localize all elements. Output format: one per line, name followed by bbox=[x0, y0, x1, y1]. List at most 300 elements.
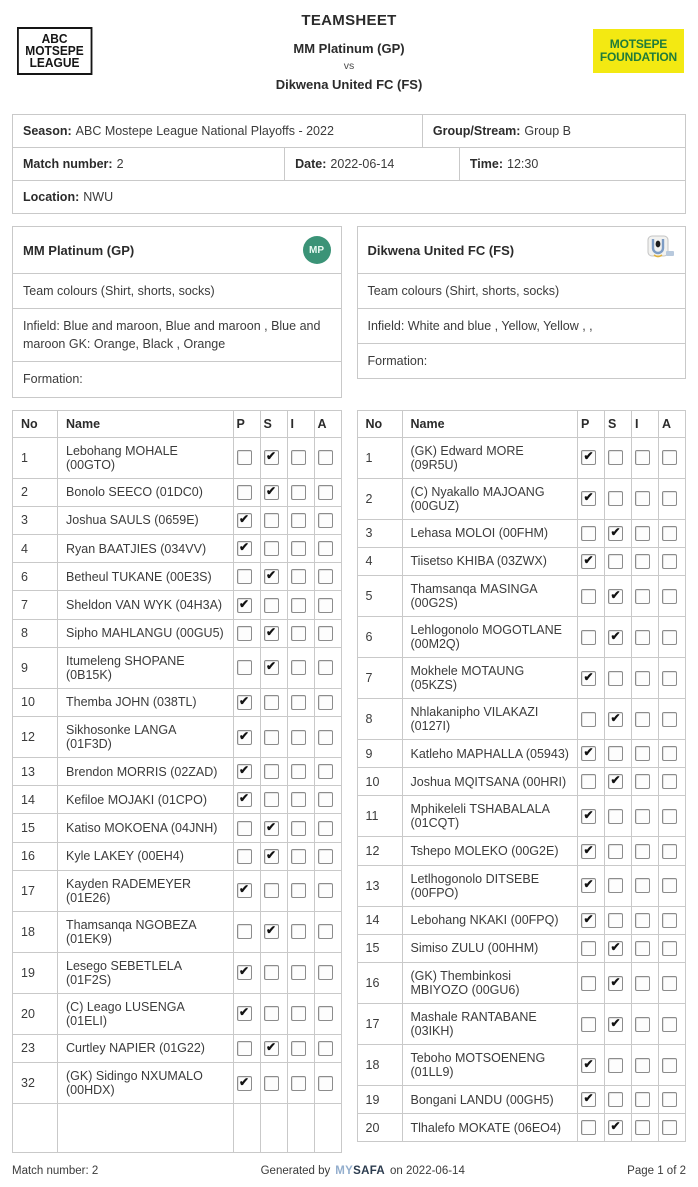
player-number: 7 bbox=[13, 591, 58, 619]
checkbox-i[interactable] bbox=[291, 450, 306, 465]
checkbox-s-checked[interactable] bbox=[608, 630, 623, 645]
checkbox-a[interactable] bbox=[662, 1058, 677, 1073]
status-cell-s bbox=[260, 506, 287, 534]
checkbox-a[interactable] bbox=[662, 774, 677, 789]
status-cell-s bbox=[260, 870, 287, 911]
away-team-title: Dikwena United FC (FS) bbox=[275, 77, 423, 92]
status-cell-s bbox=[605, 1114, 632, 1142]
checkbox-a[interactable] bbox=[662, 809, 677, 824]
checkbox-p[interactable] bbox=[581, 774, 596, 789]
checkbox-a[interactable] bbox=[662, 976, 677, 991]
checkbox-s[interactable] bbox=[264, 598, 279, 613]
column-s: S bbox=[605, 410, 632, 437]
checkbox-p-checked[interactable] bbox=[581, 671, 596, 686]
player-row bbox=[357, 934, 686, 962]
checkbox-a[interactable] bbox=[318, 764, 333, 779]
checkbox-p-checked[interactable] bbox=[237, 598, 252, 613]
player-name: Tshepo MOLEKO (00G2E) bbox=[402, 837, 578, 865]
checkbox-p[interactable] bbox=[237, 849, 252, 864]
checkbox-a[interactable] bbox=[662, 844, 677, 859]
checkbox-i[interactable] bbox=[291, 849, 306, 864]
status-cell-p bbox=[578, 437, 605, 478]
status-cell-s bbox=[260, 1103, 287, 1152]
checkbox-a[interactable] bbox=[318, 883, 333, 898]
status-cell-s bbox=[260, 1034, 287, 1062]
column-no: No bbox=[13, 410, 58, 437]
status-cell-s bbox=[260, 814, 287, 842]
player-number: 5 bbox=[357, 575, 402, 616]
player-number: 9 bbox=[13, 647, 58, 688]
status-cell-p bbox=[233, 870, 260, 911]
checkbox-p-checked[interactable] bbox=[581, 844, 596, 859]
checkbox-p[interactable] bbox=[581, 941, 596, 956]
status-cell-i bbox=[632, 698, 659, 739]
page-title: TEAMSHEET bbox=[301, 12, 397, 29]
player-name: Bongani LANDU (00GH5) bbox=[402, 1085, 578, 1113]
status-cell-s bbox=[605, 962, 632, 1003]
checkbox-i[interactable] bbox=[635, 878, 650, 893]
player-name: Joshua MQITSANA (00HRI) bbox=[402, 768, 578, 796]
checkbox-p-checked[interactable] bbox=[237, 1006, 252, 1021]
checkbox-i[interactable] bbox=[291, 1076, 306, 1091]
checkbox-p-checked[interactable] bbox=[581, 554, 596, 569]
checkbox-s[interactable] bbox=[264, 513, 279, 528]
checkbox-i[interactable] bbox=[291, 541, 306, 556]
player-row bbox=[13, 619, 342, 647]
player-number: 10 bbox=[13, 688, 58, 716]
checkbox-a[interactable] bbox=[662, 630, 677, 645]
status-cell-s bbox=[260, 952, 287, 993]
home-team-title: MM Platinum (GP) bbox=[293, 41, 405, 56]
column-a: A bbox=[314, 410, 341, 437]
checkbox-p[interactable] bbox=[237, 821, 252, 836]
group-stream-value: Group B bbox=[524, 124, 571, 138]
player-number: 17 bbox=[357, 1003, 402, 1044]
player-name: (GK) Edward MORE (09R5U) bbox=[402, 437, 578, 478]
checkbox-p-checked[interactable] bbox=[581, 1092, 596, 1107]
status-cell-i bbox=[632, 906, 659, 934]
status-cell-p bbox=[233, 619, 260, 647]
checkbox-i[interactable] bbox=[291, 730, 306, 745]
checkbox-i[interactable] bbox=[635, 554, 650, 569]
player-row bbox=[357, 437, 686, 478]
checkbox-s-checked[interactable] bbox=[264, 450, 279, 465]
checkbox-p[interactable] bbox=[581, 1120, 596, 1135]
status-cell-p bbox=[578, 906, 605, 934]
match-number-cell bbox=[13, 148, 285, 180]
status-cell-i bbox=[632, 837, 659, 865]
status-cell-s bbox=[260, 647, 287, 688]
checkbox-p[interactable] bbox=[581, 712, 596, 727]
status-cell-i bbox=[287, 478, 314, 506]
league-logo-line: MOTSEPE bbox=[25, 43, 84, 58]
checkbox-i[interactable] bbox=[635, 1092, 650, 1107]
home-roster-header-row bbox=[13, 410, 342, 437]
checkbox-s-checked[interactable] bbox=[264, 485, 279, 500]
checkbox-a[interactable] bbox=[318, 965, 333, 980]
checkbox-i[interactable] bbox=[291, 965, 306, 980]
checkbox-a[interactable] bbox=[318, 792, 333, 807]
checkbox-i[interactable] bbox=[635, 671, 650, 686]
checkbox-i[interactable] bbox=[291, 626, 306, 641]
checkbox-s[interactable] bbox=[608, 844, 623, 859]
status-cell-i bbox=[632, 575, 659, 616]
status-cell-s bbox=[605, 616, 632, 657]
checkbox-s[interactable] bbox=[608, 913, 623, 928]
status-cell-p bbox=[233, 911, 260, 952]
player-row bbox=[357, 616, 686, 657]
date-value: 2022-06-14 bbox=[330, 157, 395, 171]
status-cell-s bbox=[605, 657, 632, 698]
player-name: Themba JOHN (038TL) bbox=[58, 688, 234, 716]
checkbox-p-checked[interactable] bbox=[237, 1076, 252, 1091]
checkbox-p[interactable] bbox=[237, 924, 252, 939]
status-cell-i bbox=[287, 619, 314, 647]
checkbox-a[interactable] bbox=[662, 450, 677, 465]
checkbox-a[interactable] bbox=[662, 941, 677, 956]
checkbox-p[interactable] bbox=[237, 450, 252, 465]
player-number: 16 bbox=[357, 962, 402, 1003]
player-number: 6 bbox=[13, 563, 58, 591]
checkbox-a[interactable] bbox=[318, 626, 333, 641]
player-name: Nhlakanipho VILAKAZI (0127I) bbox=[402, 698, 578, 739]
checkbox-i[interactable] bbox=[635, 976, 650, 991]
status-cell-a bbox=[314, 619, 341, 647]
checkbox-p-checked[interactable] bbox=[581, 809, 596, 824]
checkbox-i[interactable] bbox=[635, 630, 650, 645]
checkbox-p[interactable] bbox=[581, 589, 596, 604]
player-number: 1 bbox=[13, 437, 58, 478]
checkbox-i[interactable] bbox=[635, 746, 650, 761]
home-team-name: MM Platinum (GP) bbox=[23, 242, 135, 258]
player-row bbox=[13, 786, 342, 814]
player-number: 7 bbox=[357, 657, 402, 698]
status-cell-a bbox=[659, 796, 686, 837]
checkbox-a[interactable] bbox=[318, 849, 333, 864]
status-cell-a bbox=[314, 716, 341, 757]
checkbox-i[interactable] bbox=[291, 924, 306, 939]
checkbox-i[interactable] bbox=[635, 774, 650, 789]
player-number: 1 bbox=[357, 437, 402, 478]
status-cell-p bbox=[578, 1114, 605, 1142]
checkbox-s-checked[interactable] bbox=[264, 821, 279, 836]
checkbox-s[interactable] bbox=[264, 541, 279, 556]
checkbox-p-checked[interactable] bbox=[237, 792, 252, 807]
status-cell-i bbox=[632, 1044, 659, 1085]
checkbox-a[interactable] bbox=[662, 878, 677, 893]
status-cell-i bbox=[287, 506, 314, 534]
checkbox-p[interactable] bbox=[237, 660, 252, 675]
checkbox-a[interactable] bbox=[662, 589, 677, 604]
checkbox-p[interactable] bbox=[581, 630, 596, 645]
status-cell-a bbox=[314, 1034, 341, 1062]
checkbox-p[interactable] bbox=[581, 976, 596, 991]
away-team-crest-icon bbox=[645, 235, 675, 265]
checkbox-i[interactable] bbox=[635, 1017, 650, 1032]
checkbox-i[interactable] bbox=[635, 844, 650, 859]
checkbox-p-checked[interactable] bbox=[237, 883, 252, 898]
player-number: 32 bbox=[13, 1062, 58, 1103]
checkbox-p-checked[interactable] bbox=[581, 450, 596, 465]
checkbox-a[interactable] bbox=[662, 913, 677, 928]
checkbox-i[interactable] bbox=[291, 569, 306, 584]
status-cell-a bbox=[314, 814, 341, 842]
player-number: 8 bbox=[13, 619, 58, 647]
status-cell-a bbox=[314, 478, 341, 506]
checkbox-s-checked[interactable] bbox=[608, 941, 623, 956]
checkbox-s[interactable] bbox=[608, 878, 623, 893]
checkbox-a[interactable] bbox=[662, 491, 677, 506]
checkbox-p[interactable] bbox=[581, 1017, 596, 1032]
status-cell-a bbox=[659, 547, 686, 575]
checkbox-i[interactable] bbox=[635, 941, 650, 956]
player-row bbox=[13, 506, 342, 534]
checkbox-a[interactable] bbox=[318, 660, 333, 675]
player-row bbox=[13, 1062, 342, 1103]
away-team-name: Dikwena United FC (FS) bbox=[367, 242, 515, 258]
player-name: (C) Nyakallo MAJOANG (00GUZ) bbox=[402, 478, 578, 519]
status-cell-p bbox=[233, 478, 260, 506]
checkbox-i[interactable] bbox=[635, 1058, 650, 1073]
player-row bbox=[357, 865, 686, 906]
checkbox-p-checked[interactable] bbox=[237, 965, 252, 980]
player-name: (C) Leago LUSENGA (01ELI) bbox=[58, 993, 234, 1034]
checkbox-s[interactable] bbox=[264, 883, 279, 898]
player-row bbox=[357, 1044, 686, 1085]
status-cell-s bbox=[605, 1085, 632, 1113]
checkbox-a[interactable] bbox=[662, 526, 677, 541]
status-cell-i bbox=[287, 870, 314, 911]
checkbox-p-checked[interactable] bbox=[581, 913, 596, 928]
checkbox-s-checked[interactable] bbox=[608, 1017, 623, 1032]
player-name: Mashale RANTABANE (03IKH) bbox=[402, 1003, 578, 1044]
checkbox-a[interactable] bbox=[318, 730, 333, 745]
player-row bbox=[357, 478, 686, 519]
checkbox-s[interactable] bbox=[608, 491, 623, 506]
checkbox-s[interactable] bbox=[264, 730, 279, 745]
checkbox-s-checked[interactable] bbox=[264, 569, 279, 584]
checkbox-a[interactable] bbox=[318, 695, 333, 710]
checkbox-i[interactable] bbox=[291, 598, 306, 613]
checkbox-s-checked[interactable] bbox=[608, 526, 623, 541]
checkbox-a[interactable] bbox=[662, 1120, 677, 1135]
checkbox-s-checked[interactable] bbox=[608, 589, 623, 604]
player-number: 14 bbox=[13, 786, 58, 814]
checkbox-a[interactable] bbox=[662, 746, 677, 761]
checkbox-s[interactable] bbox=[608, 554, 623, 569]
away-team-header bbox=[358, 227, 686, 274]
player-name: Katiso MOKOENA (04JNH) bbox=[58, 814, 234, 842]
checkbox-a[interactable] bbox=[662, 712, 677, 727]
checkbox-i[interactable] bbox=[635, 809, 650, 824]
player-number: 9 bbox=[357, 739, 402, 767]
status-cell-a bbox=[659, 934, 686, 962]
checkbox-i[interactable] bbox=[635, 589, 650, 604]
season-value: ABC Mostepe League National Playoffs - 2022 bbox=[75, 124, 334, 138]
status-cell-a bbox=[659, 837, 686, 865]
status-cell-a bbox=[659, 575, 686, 616]
player-name: Lehasa MOLOI (00FHM) bbox=[402, 519, 578, 547]
checkbox-a[interactable] bbox=[662, 554, 677, 569]
status-cell-a bbox=[659, 1044, 686, 1085]
checkbox-s[interactable] bbox=[608, 450, 623, 465]
checkbox-a[interactable] bbox=[318, 485, 333, 500]
checkbox-p-checked[interactable] bbox=[237, 730, 252, 745]
home-infield-row: Infield: Blue and maroon, Blue and maroon , Blue and maroon GK: Orange, Black , Orange bbox=[13, 309, 341, 362]
checkbox-i[interactable] bbox=[291, 485, 306, 500]
checkbox-s-checked[interactable] bbox=[264, 626, 279, 641]
player-row bbox=[357, 906, 686, 934]
checkbox-a[interactable] bbox=[318, 513, 333, 528]
player-name: Simiso ZULU (00HHM) bbox=[402, 934, 578, 962]
checkbox-i[interactable] bbox=[291, 792, 306, 807]
checkbox-a[interactable] bbox=[318, 924, 333, 939]
player-row bbox=[13, 591, 342, 619]
checkbox-i[interactable] bbox=[635, 526, 650, 541]
player-number: 2 bbox=[13, 478, 58, 506]
checkbox-s[interactable] bbox=[264, 695, 279, 710]
checkbox-p[interactable] bbox=[581, 526, 596, 541]
status-cell-p bbox=[578, 865, 605, 906]
checkbox-i[interactable] bbox=[635, 1120, 650, 1135]
checkbox-s-checked[interactable] bbox=[608, 712, 623, 727]
checkbox-a[interactable] bbox=[318, 821, 333, 836]
checkbox-i[interactable] bbox=[291, 695, 306, 710]
checkbox-i[interactable] bbox=[291, 1041, 306, 1056]
checkbox-p[interactable] bbox=[237, 1041, 252, 1056]
checkbox-a[interactable] bbox=[318, 1041, 333, 1056]
status-cell-p bbox=[578, 575, 605, 616]
checkbox-i[interactable] bbox=[635, 913, 650, 928]
status-cell-i bbox=[287, 814, 314, 842]
checkbox-s-checked[interactable] bbox=[264, 1041, 279, 1056]
checkbox-s[interactable] bbox=[264, 1006, 279, 1021]
checkbox-i[interactable] bbox=[291, 513, 306, 528]
status-cell-s bbox=[260, 757, 287, 785]
checkbox-p-checked[interactable] bbox=[581, 746, 596, 761]
player-number: 6 bbox=[357, 616, 402, 657]
checkbox-s[interactable] bbox=[264, 965, 279, 980]
player-row bbox=[357, 768, 686, 796]
player-name: Kayden RADEMEYER (01E26) bbox=[58, 870, 234, 911]
player-number: 18 bbox=[357, 1044, 402, 1085]
away-roster-header-row bbox=[357, 410, 686, 437]
checkbox-i[interactable] bbox=[635, 712, 650, 727]
player-row bbox=[13, 911, 342, 952]
location-value: NWU bbox=[83, 190, 114, 204]
player-name: Thamsanqa MASINGA (00G2S) bbox=[402, 575, 578, 616]
checkbox-p-checked[interactable] bbox=[237, 541, 252, 556]
player-row bbox=[13, 688, 342, 716]
status-cell-a bbox=[659, 657, 686, 698]
status-cell-p bbox=[578, 519, 605, 547]
player-row bbox=[357, 962, 686, 1003]
checkbox-s-checked[interactable] bbox=[264, 924, 279, 939]
checkbox-p-checked[interactable] bbox=[581, 878, 596, 893]
status-cell-a bbox=[659, 739, 686, 767]
checkbox-s-checked[interactable] bbox=[608, 774, 623, 789]
status-cell-a bbox=[659, 768, 686, 796]
status-cell-a bbox=[659, 616, 686, 657]
checkbox-p-checked[interactable] bbox=[581, 1058, 596, 1073]
checkbox-p-checked[interactable] bbox=[237, 764, 252, 779]
player-name: (GK) Sidingo NXUMALO (00HDX) bbox=[58, 1062, 234, 1103]
checkbox-p-checked[interactable] bbox=[237, 695, 252, 710]
status-cell-i bbox=[287, 1103, 314, 1152]
checkbox-s[interactable] bbox=[608, 1058, 623, 1073]
checkbox-s-checked[interactable] bbox=[264, 660, 279, 675]
checkbox-s[interactable] bbox=[608, 746, 623, 761]
checkbox-a[interactable] bbox=[318, 598, 333, 613]
checkbox-s[interactable] bbox=[264, 792, 279, 807]
status-cell-a bbox=[314, 870, 341, 911]
player-number: 20 bbox=[357, 1114, 402, 1142]
checkbox-i[interactable] bbox=[291, 821, 306, 836]
checkbox-a[interactable] bbox=[662, 1092, 677, 1107]
checkbox-a[interactable] bbox=[318, 569, 333, 584]
checkbox-s[interactable] bbox=[264, 764, 279, 779]
checkbox-a[interactable] bbox=[318, 450, 333, 465]
player-name: Kyle LAKEY (00EH4) bbox=[58, 842, 234, 870]
player-name: Lebohang NKAKI (00FPQ) bbox=[402, 906, 578, 934]
status-cell-p bbox=[233, 842, 260, 870]
checkbox-a[interactable] bbox=[318, 1006, 333, 1021]
checkbox-a[interactable] bbox=[318, 1076, 333, 1091]
checkbox-i[interactable] bbox=[291, 1006, 306, 1021]
checkbox-s[interactable] bbox=[608, 809, 623, 824]
checkbox-s[interactable] bbox=[608, 671, 623, 686]
status-cell-a bbox=[659, 478, 686, 519]
mysafa-logo-safa: SAFA bbox=[353, 1164, 386, 1177]
status-cell-a bbox=[314, 757, 341, 785]
checkbox-p[interactable] bbox=[237, 569, 252, 584]
checkbox-s-checked[interactable] bbox=[264, 849, 279, 864]
checkbox-p-checked[interactable] bbox=[237, 513, 252, 528]
player-number: 2 bbox=[357, 478, 402, 519]
checkbox-i[interactable] bbox=[291, 764, 306, 779]
checkbox-a[interactable] bbox=[318, 541, 333, 556]
checkbox-a[interactable] bbox=[662, 1017, 677, 1032]
checkbox-s[interactable] bbox=[608, 1092, 623, 1107]
checkbox-s-checked[interactable] bbox=[608, 976, 623, 991]
status-cell-i bbox=[632, 962, 659, 1003]
status-cell-p bbox=[578, 616, 605, 657]
player-name: Lebohang MOHALE (00GTO) bbox=[58, 437, 234, 478]
player-number: 23 bbox=[13, 1034, 58, 1062]
match-info-row bbox=[13, 115, 685, 148]
checkbox-i[interactable] bbox=[291, 660, 306, 675]
status-cell-s bbox=[605, 837, 632, 865]
status-cell-p bbox=[578, 698, 605, 739]
column-no: No bbox=[357, 410, 402, 437]
player-row bbox=[357, 1085, 686, 1113]
checkbox-s-checked[interactable] bbox=[608, 1120, 623, 1135]
column-i: I bbox=[632, 410, 659, 437]
player-number: 12 bbox=[13, 716, 58, 757]
checkbox-p[interactable] bbox=[237, 485, 252, 500]
checkbox-i[interactable] bbox=[635, 450, 650, 465]
status-cell-i bbox=[287, 786, 314, 814]
checkbox-i[interactable] bbox=[291, 883, 306, 898]
checkbox-p-checked[interactable] bbox=[581, 491, 596, 506]
checkbox-a[interactable] bbox=[662, 671, 677, 686]
checkbox-i[interactable] bbox=[635, 491, 650, 506]
checkbox-p[interactable] bbox=[237, 626, 252, 641]
status-cell-s bbox=[605, 739, 632, 767]
status-cell-p bbox=[578, 934, 605, 962]
checkbox-s[interactable] bbox=[264, 1076, 279, 1091]
player-name: Sikhosonke LANGA (01F3D) bbox=[58, 716, 234, 757]
